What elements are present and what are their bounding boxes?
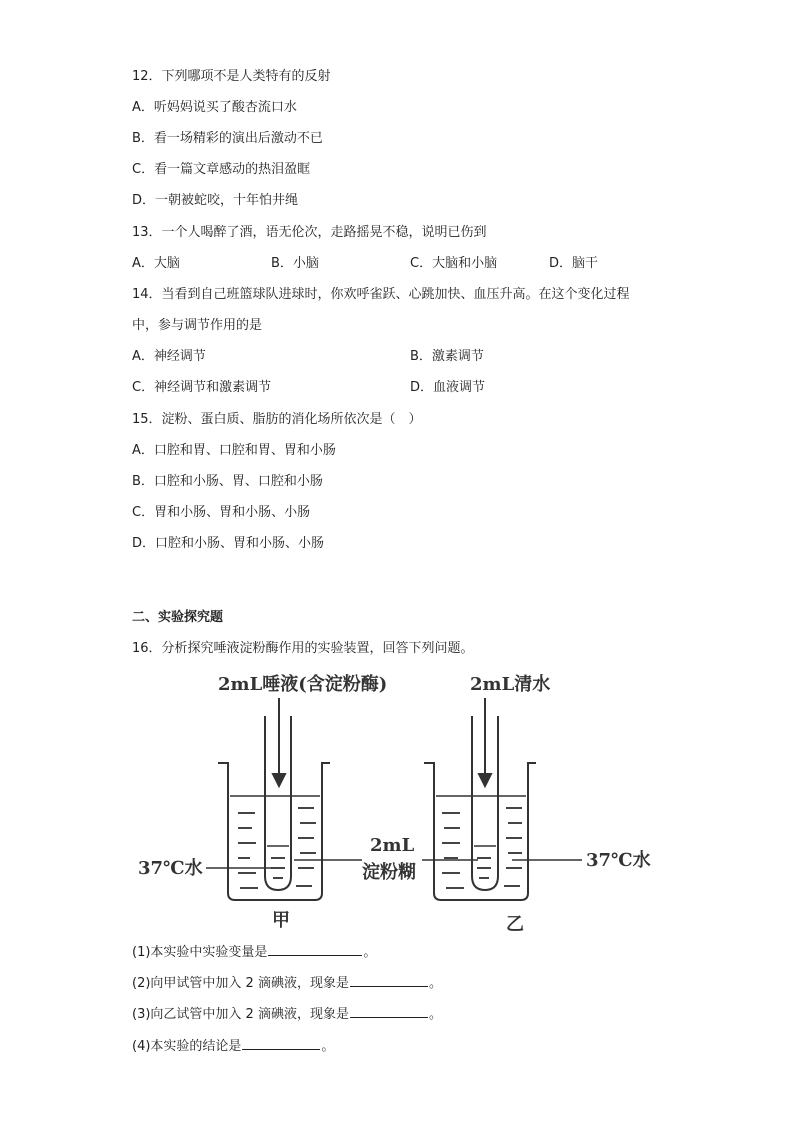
question-15-option-b: B．口腔和小肠、胃、口腔和小肠 xyxy=(132,474,323,489)
question-12-option-a: A．听妈妈说买了酸杏流口水 xyxy=(132,100,297,115)
question-14-stem-line-1: 14．当看到自己班篮球队进球时，你欢呼雀跃、心跳加快、血压升高。在这个变化过程 xyxy=(132,287,630,302)
question-13-option-b: B．小脑 xyxy=(271,256,319,271)
label-yi: 乙 xyxy=(506,914,524,935)
sub-3-end: 。 xyxy=(428,1007,442,1022)
sub-2-end: 。 xyxy=(428,976,442,991)
question-14-option-b: B．激素调节 xyxy=(410,349,484,364)
arrow-water-head xyxy=(479,774,491,786)
question-16-sub-4 xyxy=(132,1036,334,1055)
question-12-stem: 12．下列哪项不是人类特有的反射 xyxy=(132,69,331,84)
question-14-option-c: C．神经调节和激素调节 xyxy=(132,380,272,395)
question-14-option-d: D．血液调节 xyxy=(410,380,486,395)
label-jia: 甲 xyxy=(272,910,290,931)
question-15-option-d: D．口腔和小肠、胃和小肠、小肠 xyxy=(132,536,325,551)
label-bath-left: 37℃水 xyxy=(138,858,203,879)
question-16-sub-2 xyxy=(132,973,442,992)
beaker-yi xyxy=(424,763,536,900)
question-13-option-d: D．脑干 xyxy=(549,256,599,271)
beaker-jia xyxy=(218,763,330,900)
question-15-option-a: A．口腔和胃、口腔和胃、胃和小肠 xyxy=(132,443,336,458)
question-16-stem: 16．分析探究唾液淀粉酶作用的实验装置，回答下列问题。 xyxy=(132,641,474,656)
answer-blank-2[interactable] xyxy=(350,973,428,987)
question-15-option-c: C．胃和小肠、胃和小肠、小肠 xyxy=(132,505,311,520)
answer-blank-3[interactable] xyxy=(350,1004,428,1018)
label-saliva: 2mL唾液(含淀粉酶) xyxy=(218,674,388,695)
question-12-option-b: B．看一场精彩的演出后激动不已 xyxy=(132,131,323,146)
question-16-sub-3 xyxy=(132,1004,442,1023)
sub-1-prompt: (1)本实验中实验变量是 xyxy=(132,945,268,960)
sub-1-end: 。 xyxy=(363,945,377,960)
question-14-stem-line-2: 中，参与调节作用的是 xyxy=(132,318,263,333)
question-13-stem: 13．一个人喝醉了酒，语无伦次，走路摇晃不稳，说明已伤到 xyxy=(132,225,487,240)
answer-blank-4[interactable] xyxy=(242,1036,320,1050)
label-starch-amount: 2mL xyxy=(370,835,415,856)
question-13-option-c: C．大脑和小脑 xyxy=(410,256,498,271)
question-16-sub-1 xyxy=(132,942,376,961)
question-12-option-c: C．看一篇文章感动的热泪盈眶 xyxy=(132,162,311,177)
sub-3-prompt: (3)向乙试管中加入 2 滴碘液，现象是 xyxy=(132,1007,349,1022)
sub-4-prompt: (4)本实验的结论是 xyxy=(132,1039,242,1054)
sub-2-prompt: (2)向甲试管中加入 2 滴碘液，现象是 xyxy=(132,976,349,991)
label-water: 2mL清水 xyxy=(470,674,551,695)
experiment-apparatus-figure xyxy=(130,668,670,938)
answer-blank-1[interactable] xyxy=(268,942,362,956)
label-starch-paste: 淀粉糊 xyxy=(362,862,416,883)
question-14-option-a: A．神经调节 xyxy=(132,349,206,364)
arrow-saliva-head xyxy=(273,774,285,786)
section-2-title: 二、实验探究题 xyxy=(132,610,224,625)
question-15-stem: 15．淀粉、蛋白质、脂肪的消化场所依次是（ ） xyxy=(132,412,422,427)
sub-4-end: 。 xyxy=(321,1039,335,1054)
label-bath-right: 37℃水 xyxy=(586,850,651,871)
question-13-option-a: A．大脑 xyxy=(132,256,180,271)
question-12-option-d: D．一朝被蛇咬，十年怕井绳 xyxy=(132,193,299,208)
